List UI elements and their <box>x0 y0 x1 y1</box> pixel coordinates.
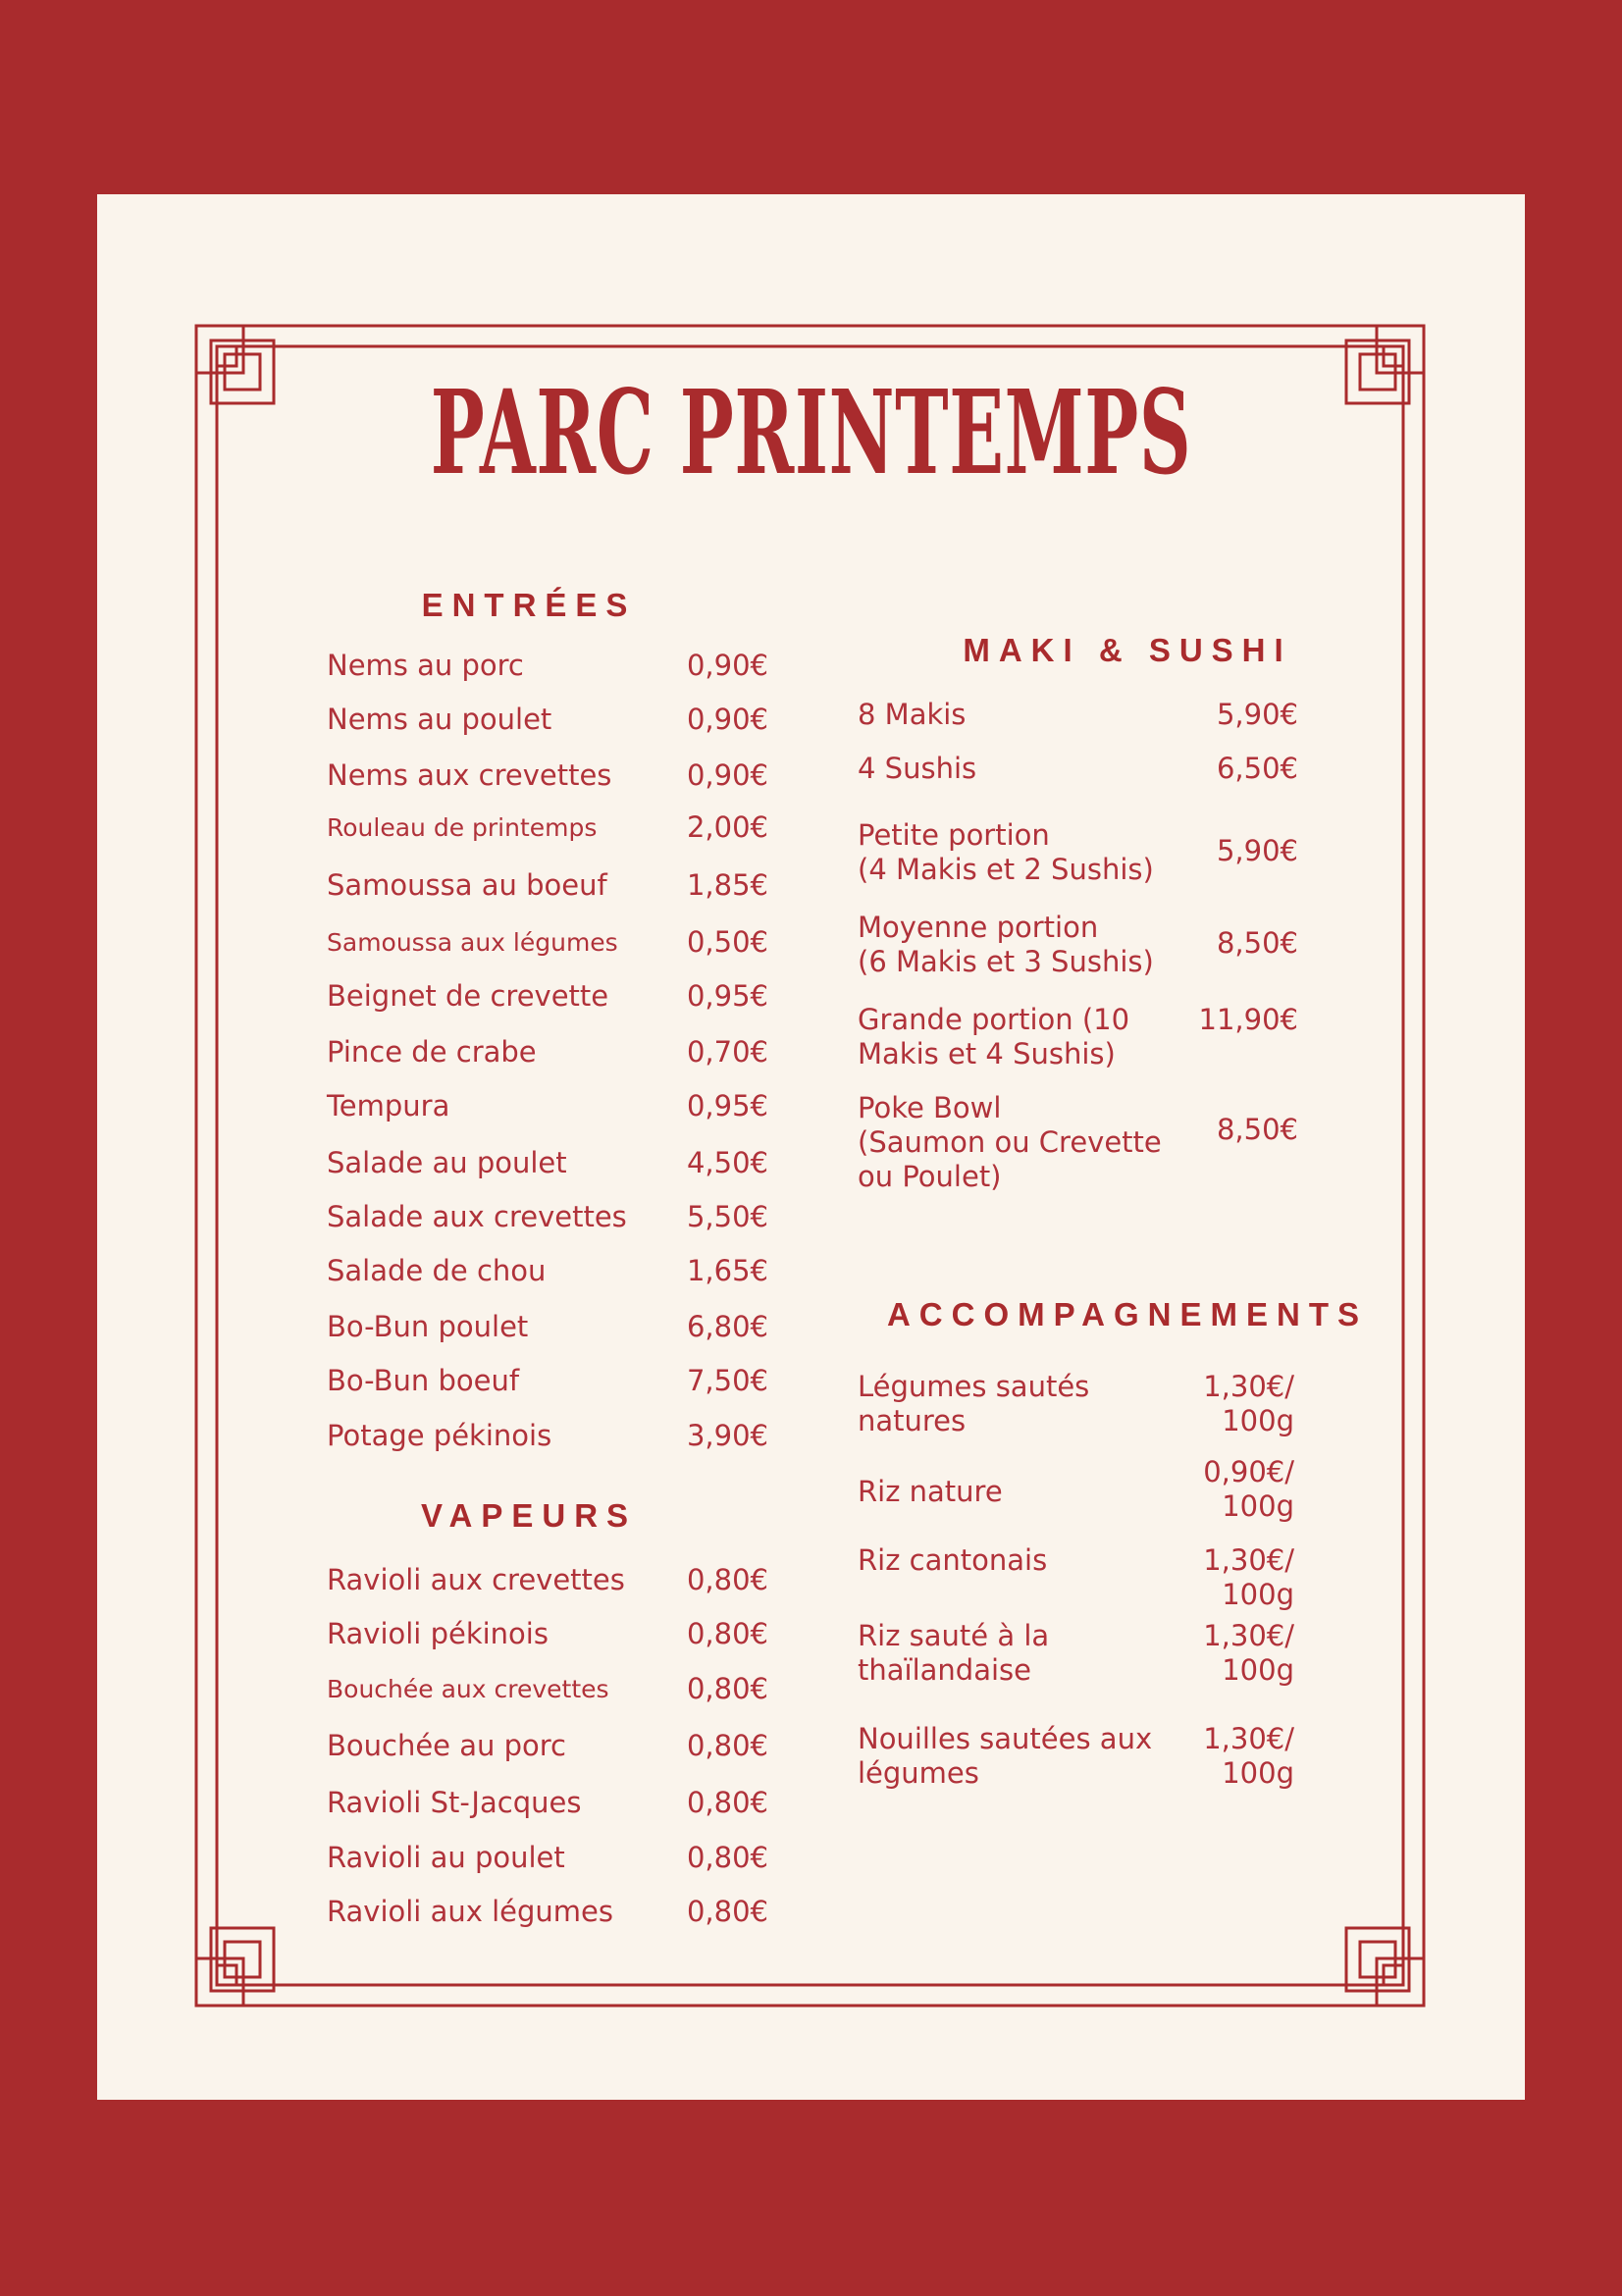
menu-item-price: 0,90€/ 100g <box>1203 1455 1294 1523</box>
menu-item-name: Ravioli aux crevettes <box>327 1563 625 1596</box>
menu-item-price: 6,50€ <box>1216 752 1298 785</box>
menu-item-price: 0,80€ <box>686 1563 768 1596</box>
menu-item-price: 0,95€ <box>686 1089 768 1122</box>
menu-item-price: 8,50€ <box>1216 926 1298 960</box>
menu-item-price: 0,50€ <box>686 925 768 959</box>
menu-item-name: Bo-Bun boeuf <box>327 1364 520 1397</box>
menu-item-price: 7,50€ <box>686 1364 768 1397</box>
section-heading-maki-sushi: MAKI & SUSHI <box>963 632 1292 668</box>
menu-item-price: 1,65€ <box>686 1254 768 1287</box>
menu-item-name: Grande portion (10 Makis et 4 Sushis) <box>858 1003 1130 1070</box>
menu-item-price: 0,90€ <box>686 758 768 792</box>
menu-item-name: Légumes sautés natures <box>858 1370 1090 1437</box>
section-heading-vapeurs: VAPEURS <box>420 1497 638 1534</box>
menu-item-name: Salade au poulet <box>327 1146 567 1179</box>
menu-item-name: Beignet de crevette <box>327 979 609 1013</box>
menu-item-name: Pince de crabe <box>327 1035 537 1069</box>
menu-item-name: Samoussa au boeuf <box>327 868 607 902</box>
menu-item-name: Potage pékinois <box>327 1419 552 1452</box>
menu-item-price: 8,50€ <box>1216 1113 1298 1146</box>
menu-item-name: Ravioli au poulet <box>327 1841 565 1874</box>
menu-item-name: Nems aux crevettes <box>327 758 612 792</box>
corner-ornament-top-left <box>196 326 293 430</box>
menu-item-price: 0,80€ <box>686 1786 768 1819</box>
menu-item-name: Riz cantonais <box>858 1543 1048 1577</box>
menu-item-price: 4,50€ <box>686 1146 768 1179</box>
menu-item-price: 0,80€ <box>686 1617 768 1650</box>
menu-item-name: Tempura <box>327 1089 450 1122</box>
menu-item-price: 0,80€ <box>686 1672 768 1705</box>
menu-item-name: Samoussa aux légumes <box>327 928 618 957</box>
menu-item-price: 0,90€ <box>686 703 768 736</box>
menu-item-price: 2,00€ <box>686 810 768 844</box>
menu-item-price: 3,90€ <box>686 1419 768 1452</box>
menu-item-price: 0,70€ <box>686 1035 768 1069</box>
menu-item-price: 1,30€/ 100g <box>1203 1619 1294 1687</box>
menu-item-price: 1,85€ <box>686 868 768 902</box>
menu-item-name: Bouchée au porc <box>327 1729 566 1762</box>
menu-item-price: 5,90€ <box>1216 698 1298 731</box>
menu-item-name: Bo-Bun poulet <box>327 1310 529 1343</box>
menu-item-price: 0,95€ <box>686 979 768 1013</box>
menu-item-name: Petite portion (4 Makis et 2 Sushis) <box>858 818 1154 886</box>
menu-item-price: 6,80€ <box>686 1310 768 1343</box>
menu-item-name: Ravioli pékinois <box>327 1617 549 1650</box>
restaurant-title: PARC PRINTEMPS <box>430 364 1192 500</box>
menu-item-price: 0,80€ <box>686 1729 768 1762</box>
corner-ornament-bottom-right <box>1346 1928 1424 2006</box>
corner-ornament-top-right <box>1346 326 1424 403</box>
menu-item-name: 8 Makis <box>858 698 967 731</box>
menu-item-name: Nems au poulet <box>327 703 552 736</box>
menu-item-price: 1,30€/ 100g <box>1203 1543 1294 1611</box>
menu-item-price: 1,30€/ 100g <box>1203 1370 1294 1437</box>
menu-item-price: 0,80€ <box>686 1895 768 1928</box>
menu-item-name: Ravioli St-Jacques <box>327 1786 582 1819</box>
menu-item-price: 0,80€ <box>686 1841 768 1874</box>
menu-item-name: Nems au porc <box>327 649 524 682</box>
menu-item-name: Salade aux crevettes <box>327 1200 627 1233</box>
menu-item-price: 1,30€/ 100g <box>1203 1722 1294 1790</box>
menu-item-name: Nouilles sautées aux légumes <box>858 1722 1153 1790</box>
menu-item-price: 5,50€ <box>686 1200 768 1233</box>
section-heading-entrees: ENTRÉES <box>421 587 637 623</box>
menu-item-name: 4 Sushis <box>858 752 977 785</box>
menu-item-name: Poke Bowl (Saumon ou Crevette ou Poulet) <box>858 1091 1162 1193</box>
menu-item-price: 0,90€ <box>686 649 768 682</box>
menu-item-name: Riz sauté à la thaïlandaise <box>858 1619 1050 1687</box>
menu-item-name: Riz nature <box>858 1475 1003 1508</box>
menu-item-name: Bouchée aux crevettes <box>327 1675 609 1703</box>
menu-item-price: 5,90€ <box>1216 834 1298 867</box>
menu-card <box>97 194 1525 2100</box>
menu-item-name: Salade de chou <box>327 1254 547 1287</box>
menu-item-name: Ravioli aux légumes <box>327 1895 613 1928</box>
corner-ornament-bottom-left <box>196 1928 274 2006</box>
menu-item-name: Rouleau de printemps <box>327 813 598 842</box>
menu-item-price: 11,90€ <box>1198 1003 1298 1036</box>
menu-item-name: Moyenne portion (6 Makis et 3 Sushis) <box>858 911 1154 978</box>
section-heading-accompagnements: ACCOMPAGNEMENTS <box>886 1296 1369 1332</box>
